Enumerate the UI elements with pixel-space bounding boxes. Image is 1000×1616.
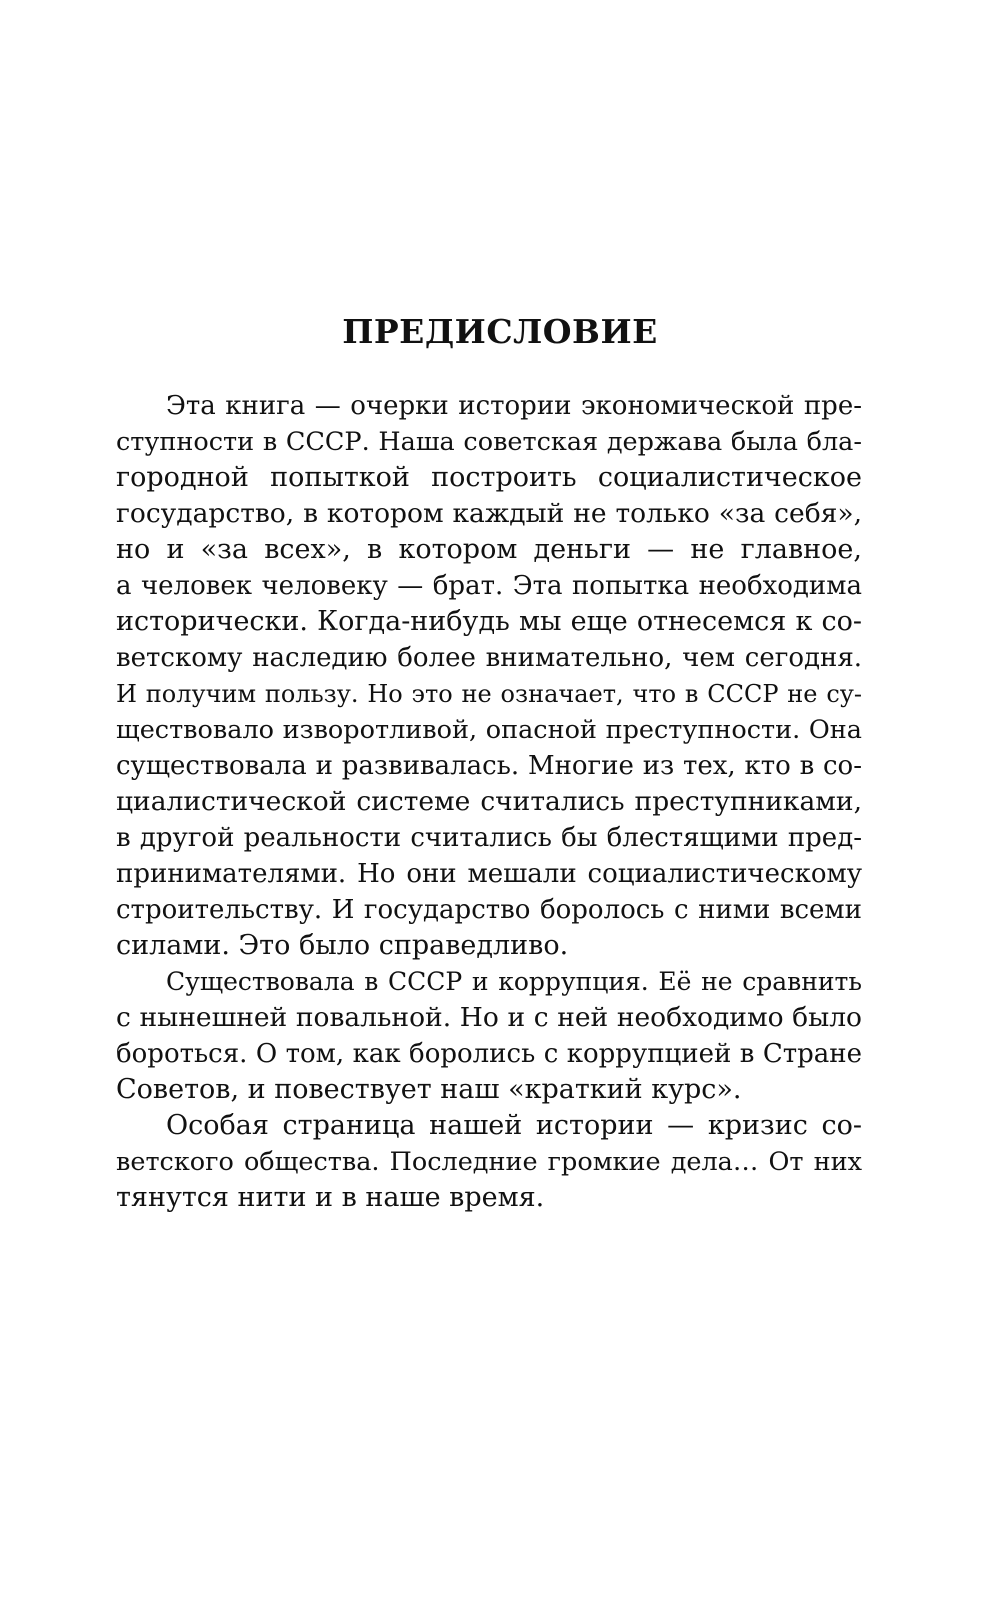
text-line: а человек человеку — брат. Эта попытка необходима [116,571,862,601]
text-line: государство, в котором каждый не только «за себя», [116,498,862,529]
text-line: бороться. О том, как боролись с коррупцией в Стране [116,1039,862,1069]
text-line: городной попыткой построить социалистическое [116,462,862,493]
text-line: но и «за всех», в котором деньги — не главное, [116,534,862,565]
text-line: Особая страница нашей истории — кризис со- [166,1110,862,1141]
text-line: ветскому наследию более внимательно, чем сегодня. [116,643,862,673]
text-line: ступности в СССР. Наша советская держава была бла- [116,427,862,457]
text-line: циалистической системе считались преступниками, [116,786,862,817]
text-line: исторически. Когда-нибудь мы еще отнесемся к со- [116,606,862,637]
text-line: в другой реальности считались бы блестящими пред- [116,823,862,853]
page-title: ПРЕДИСЛОВИЕ [342,312,658,351]
text-line: Эта книга — очерки истории экономической пре- [166,391,862,421]
text-line: принимателями. Но они мешали социалистическому [116,859,862,889]
text-line: Советов, и повествует наш «краткий курс». [116,1074,742,1105]
text-line: тянутся нити и в наше время. [116,1182,545,1213]
text-line: с нынешней повальной. Но и с ней необходимо было [116,1002,862,1033]
text-line: силами. Это было справедливо. [116,930,569,961]
text-line: существовала и развивалась. Многие из тех, кто в со- [116,751,862,781]
text-line: строительству. И государство боролось с ними всеми [116,895,862,925]
text-line: Существовала в СССР и коррупция. Её не сравнить [166,967,862,996]
text-line: И получим пользу. Но это не означает, что в СССР не су- [116,680,862,708]
text-line: ветского общества. Последние громкие дела… От них [116,1147,862,1177]
text-line: ществовало изворотливой, опасной преступности. Она [116,715,862,745]
